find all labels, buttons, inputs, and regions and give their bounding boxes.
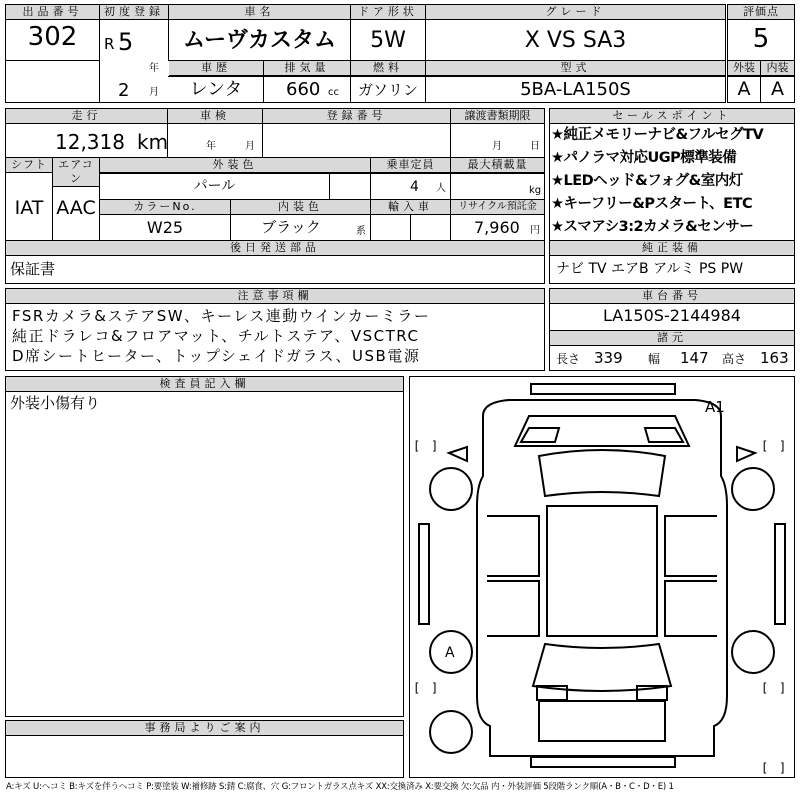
history-header: 車歴: [169, 61, 263, 76]
note-line: D席シートヒーター、トップシェイドガラス、USB電源: [12, 347, 421, 365]
first-reg-header: 初度登録: [100, 5, 168, 20]
roof: [547, 506, 657, 636]
later-parts: 保証書: [10, 260, 56, 278]
import-header: 輸入車: [371, 200, 450, 215]
door-type: 5W: [370, 28, 406, 53]
door-front-left: [487, 516, 539, 576]
equipment: ナビ TV エアB アルミ PS PW: [556, 261, 744, 277]
damage-mark-a1: A1: [705, 398, 725, 416]
notes-header: 注意事項欄: [6, 289, 544, 304]
door-header: ドア形状: [351, 5, 425, 20]
lot-number: 302: [27, 22, 78, 52]
grade-header: グレード: [426, 5, 725, 20]
note-line: FSRカメラ&ステアSW、キーレス連動ウインカーミラー: [12, 307, 431, 325]
svg-text:]: ]: [779, 439, 787, 453]
office-header: 事務局よりご案内: [6, 721, 403, 736]
history: レンタ: [189, 79, 243, 100]
mileage-unit: km: [137, 130, 169, 154]
int-color-unit: 系: [356, 226, 366, 237]
load-unit: kg: [529, 185, 542, 196]
model-header: 型式: [426, 61, 725, 76]
inspector-comment: 外装小傷有り: [10, 394, 101, 412]
capacity: 4: [410, 179, 419, 195]
inspector-panel: [5, 376, 404, 717]
height-value: 163: [760, 349, 789, 367]
car-diagram: [409, 376, 795, 778]
ac: AAC: [56, 197, 96, 219]
length-label: 長さ: [556, 352, 581, 366]
sales-point: ★スマアシ3:2カメラ&センサー: [551, 219, 754, 235]
height-label: 高さ: [722, 352, 747, 366]
interior-grade-header: 内装: [761, 61, 794, 76]
equipment-header: 純正装備: [550, 241, 794, 256]
shift: IAT: [14, 197, 44, 219]
length-value: 339: [594, 349, 623, 367]
svg-text:]: ]: [779, 681, 787, 695]
inspector-header: 検査員記入欄: [6, 377, 403, 392]
grade: X VS SA3: [524, 28, 627, 53]
sales-point: ★キーフリー&Pスタート、ETC: [551, 196, 753, 212]
year-unit: 年: [149, 63, 159, 74]
dims-header: 諸元: [550, 331, 794, 346]
chassis-number: LA150S-2144984: [603, 306, 741, 325]
transfer-month-unit: 月: [492, 141, 502, 152]
displacement-header: 排気量: [264, 61, 350, 76]
width-value: 147: [680, 349, 709, 367]
svg-text:[: [: [761, 761, 769, 775]
side-sill-right: [775, 524, 785, 624]
capacity-header: 乗車定員: [371, 158, 450, 173]
sales-point: ★パノラマ対応UGP標準装備: [551, 150, 737, 166]
svg-text:]: ]: [431, 681, 439, 695]
sales-point: ★純正メモリーナビ&フルセグTV: [551, 127, 764, 143]
headlight-left: [521, 428, 559, 442]
color-no: W25: [146, 218, 184, 237]
color-no-header: カラーNo.: [100, 200, 230, 215]
inspection-month-unit: 月: [245, 141, 255, 152]
recycle-header: リサイクル預託金: [451, 200, 544, 215]
door-rear-left: [487, 581, 539, 636]
sales-point: ★LEDヘッド&フォグ&室内灯: [551, 173, 743, 189]
windshield: [539, 450, 665, 496]
exterior-grade: A: [737, 78, 751, 100]
era: R: [104, 35, 115, 53]
lot-number-header: 出品番号: [6, 5, 99, 20]
headlight-right: [645, 428, 683, 442]
ext-color-header: 外装色: [100, 158, 370, 173]
svg-text:[: [: [413, 681, 421, 695]
transfer-header: 譲渡書類期限: [451, 109, 544, 124]
door-front-right: [665, 516, 717, 576]
car-name: ムーヴカスタム: [183, 28, 336, 53]
legend-footer: A:キズ U:ヘコミ B:キズを伴うヘコミ P:要塗装 W:補修跡 S:錆 C:腐食、穴 G:フロントガラス点キズ XX:交換済み X:要交換 欠:欠品 内・外装評価 5段階ランク順(A・B・C・D・E) 1: [6, 782, 674, 792]
rear-window: [533, 644, 671, 691]
int-color-header: 内装色: [231, 200, 370, 215]
rear-bumper: [531, 757, 675, 767]
front-bumper: [531, 384, 675, 394]
mileage-header: 走行: [6, 109, 167, 124]
ac-header: エアコン: [53, 158, 99, 187]
month-unit: 月: [149, 87, 159, 98]
note-line: 純正ドラレコ&フロアマット、チルトステア、VSCTRC: [12, 327, 420, 345]
inspection-header: 車検: [168, 109, 262, 124]
svg-text:]: ]: [779, 761, 787, 775]
model-code: 5BA-LA150S: [520, 79, 631, 100]
exterior-grade-header: 外装: [728, 61, 760, 76]
score-header: 評価点: [728, 5, 794, 20]
width-label: 幅: [648, 352, 661, 366]
mirror-left: [449, 447, 467, 461]
wheel-front-left: [430, 468, 472, 510]
later-parts-header: 後日発送部品: [6, 241, 544, 256]
displacement: 660: [286, 79, 321, 100]
recycle-fee: 7,960: [474, 218, 520, 237]
ext-color: パール: [193, 178, 236, 194]
sales-points-header: セールスポイント: [550, 109, 794, 124]
mirror-right: [737, 447, 755, 461]
transfer-day-unit: 日: [530, 141, 540, 152]
wheel-front-right: [732, 468, 774, 510]
capacity-unit: 人: [436, 183, 446, 194]
spare-wheel: [430, 711, 472, 753]
svg-text:[: [: [761, 681, 769, 695]
tailgate: [539, 701, 665, 741]
shift-header: シフト: [6, 158, 52, 173]
reg-month: 2: [118, 80, 130, 101]
mileage: 12,318: [55, 130, 125, 154]
score-value: 5: [752, 24, 770, 54]
body-outline: [477, 400, 727, 756]
side-sill-left: [419, 524, 429, 624]
chassis-header: 車台番号: [550, 289, 794, 304]
interior-grade: A: [771, 78, 784, 100]
door-rear-right: [665, 581, 717, 636]
recycle-unit: 円: [530, 225, 540, 236]
fuel-header: 燃料: [351, 61, 425, 76]
plate-header: 登録番号: [263, 109, 450, 124]
wheel-rear-right: [732, 631, 774, 673]
damage-mark-a: A: [445, 645, 455, 661]
int-color: ブラック: [261, 218, 321, 236]
svg-text:[: [: [761, 439, 769, 453]
svg-text:]: ]: [431, 439, 439, 453]
load-header: 最大積載量: [451, 158, 544, 173]
svg-text:[: [: [413, 439, 421, 453]
inspection-year-unit: 年: [206, 141, 216, 152]
reg-year: 5: [118, 28, 134, 56]
fuel: ガソリン: [357, 81, 418, 99]
car-name-header: 車名: [169, 5, 350, 20]
displacement-unit: cc: [328, 87, 339, 98]
